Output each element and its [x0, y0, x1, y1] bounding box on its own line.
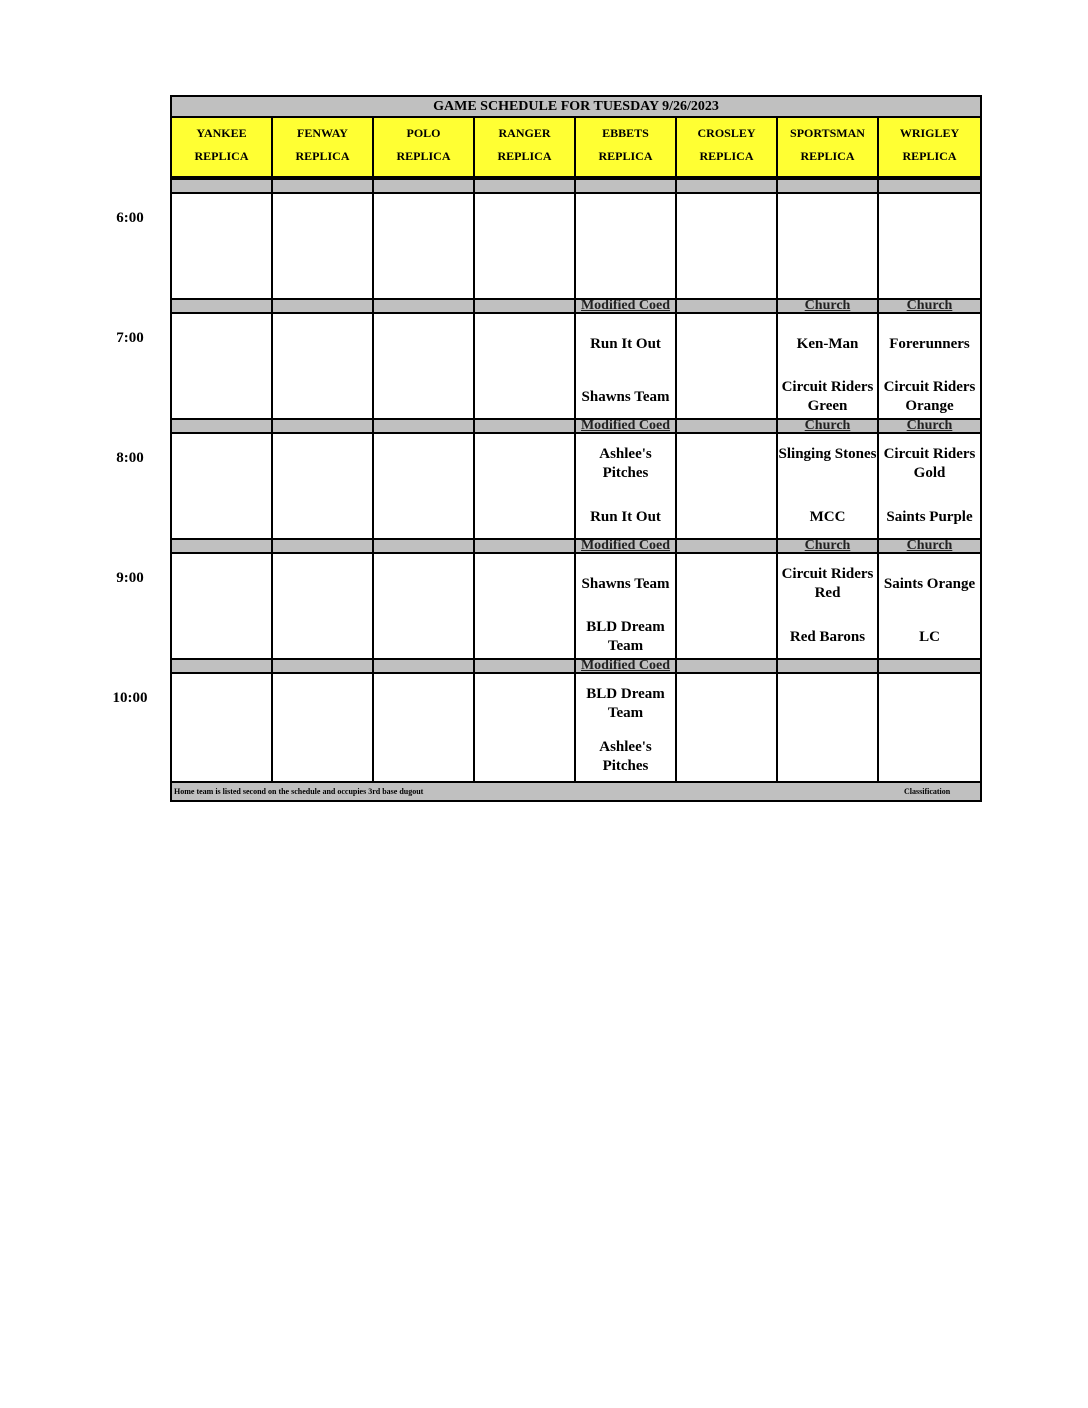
field-column-fenway	[273, 118, 374, 781]
classification-band	[273, 658, 372, 674]
time-label: 8:00	[116, 450, 144, 466]
field-header	[475, 118, 574, 178]
classification-band	[576, 178, 675, 194]
classification-band	[475, 298, 574, 314]
field-column-ranger	[475, 118, 576, 781]
classification-band	[273, 178, 372, 194]
classification-label: Classification	[904, 787, 951, 796]
field-name: YANKEE	[196, 126, 247, 140]
away-team: Saints Orange	[883, 575, 976, 592]
away-team: BLD Dream Team	[586, 686, 665, 721]
home-team: BLD Dream Team	[586, 619, 665, 654]
field-name: POLO	[406, 126, 441, 140]
classification-band: Modified Coed	[576, 298, 675, 314]
classification-band: Church	[778, 538, 877, 554]
home-team: Circuit Riders Orange	[883, 379, 976, 414]
home-team: Circuit Riders Green	[781, 379, 874, 414]
classification-band	[172, 418, 271, 434]
classification-band	[677, 418, 776, 434]
field-header	[677, 118, 776, 178]
field-header	[576, 118, 675, 178]
classification-band: Church	[778, 298, 877, 314]
classification-band	[273, 298, 372, 314]
field-column-yankee	[172, 118, 273, 781]
field-column-polo	[374, 118, 475, 781]
away-team: Circuit Riders Gold	[883, 446, 976, 481]
classification-band	[374, 538, 473, 554]
classification-band	[374, 418, 473, 434]
field-header	[374, 118, 473, 178]
home-team: Run It Out	[590, 508, 661, 525]
classification-band	[172, 538, 271, 554]
away-team: Circuit Riders Red	[781, 566, 874, 601]
game-schedule-table	[170, 95, 982, 802]
classification-band	[273, 418, 372, 434]
home-team: Ashlee's Pitches	[599, 739, 652, 774]
classification-band	[475, 658, 574, 674]
away-team: Ken-Man	[796, 335, 859, 352]
field-column-crosley	[677, 118, 778, 781]
field-name: CROSLEY	[697, 126, 756, 140]
field-subtitle: REPLICA	[902, 149, 957, 163]
classification-band: Modified Coed	[576, 658, 675, 674]
home-team: Shawns Team	[581, 388, 670, 405]
classification-band	[475, 418, 574, 434]
classification-band	[172, 658, 271, 674]
classification-band	[374, 178, 473, 194]
home-team: Saints Purple	[886, 508, 973, 525]
field-name: SPORTSMAN	[790, 126, 865, 140]
classification-band	[879, 178, 980, 194]
field-subtitle: REPLICA	[295, 149, 350, 163]
schedule-footer	[172, 781, 980, 800]
field-column-wrigley	[879, 118, 980, 781]
classification-band	[677, 538, 776, 554]
classification-band: Church	[879, 298, 980, 314]
classification-band	[879, 658, 980, 674]
field-subtitle: REPLICA	[598, 149, 653, 163]
field-subtitle: REPLICA	[800, 149, 855, 163]
classification-band	[677, 298, 776, 314]
classification-band: Modified Coed	[576, 538, 675, 554]
classification-band	[374, 298, 473, 314]
field-header	[273, 118, 372, 178]
field-subtitle: REPLICA	[699, 149, 754, 163]
time-label: 6:00	[116, 210, 144, 226]
field-name: EBBETS	[602, 126, 649, 140]
field-name: FENWAY	[297, 126, 348, 140]
field-column-sportsman	[778, 118, 879, 781]
away-team: Ashlee's Pitches	[599, 446, 652, 481]
time-label: 9:00	[116, 570, 144, 586]
field-header	[879, 118, 980, 178]
classification-band	[172, 178, 271, 194]
home-team: Red Barons	[789, 628, 866, 645]
classification-band: Church	[879, 538, 980, 554]
field-column-ebbets	[576, 118, 677, 781]
away-team: Forerunners	[889, 335, 970, 352]
time-label: 7:00	[116, 330, 144, 346]
field-subtitle: REPLICA	[194, 149, 249, 163]
classification-band	[778, 658, 877, 674]
home-team-note: Home team is listed second on the schedule and occupies 3rd base dugout	[174, 787, 424, 796]
field-name: RANGER	[498, 126, 551, 140]
away-team: Run It Out	[590, 335, 661, 352]
field-header	[778, 118, 877, 178]
classification-band	[374, 658, 473, 674]
classification-band	[273, 538, 372, 554]
away-team: Shawns Team	[581, 575, 670, 592]
classification-band	[677, 178, 776, 194]
home-team: LC	[919, 628, 940, 645]
home-team: MCC	[809, 508, 846, 525]
classification-band	[677, 658, 776, 674]
classification-band	[172, 298, 271, 314]
classification-band	[475, 178, 574, 194]
away-team: Slinging Stones	[778, 446, 877, 462]
classification-band: Modified Coed	[576, 418, 675, 434]
classification-band: Church	[778, 418, 877, 434]
classification-band: Church	[879, 418, 980, 434]
field-subtitle: REPLICA	[497, 149, 552, 163]
field-subtitle: REPLICA	[396, 149, 451, 163]
classification-band	[475, 538, 574, 554]
classification-band	[778, 178, 877, 194]
schedule-title: GAME SCHEDULE FOR TUESDAY 9/26/2023	[172, 97, 980, 118]
time-label: 10:00	[112, 690, 148, 706]
field-name: WRIGLEY	[899, 126, 960, 140]
field-header	[172, 118, 271, 178]
